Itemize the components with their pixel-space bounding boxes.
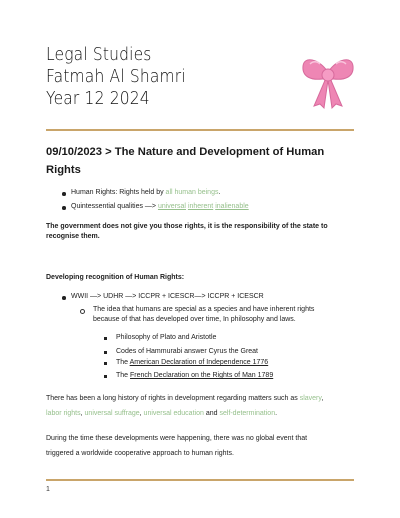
bullet-wwii-timeline: WWII —> UDHR —> ICCPR + ICESCR—> ICCPR + ICESCR	[71, 293, 264, 300]
item-french-declaration: The French Declaration on the Rights of Man 1789	[116, 372, 274, 379]
square-bullet-icon	[104, 337, 107, 340]
bullet-human-rights: Human Rights: Rights held by all human beings.	[71, 189, 221, 196]
square-bullet-icon	[104, 351, 107, 354]
bullet-qualities: Quintessential qualities —> universal inherent inalienable	[71, 203, 249, 210]
item-plato-aristotle: Philosophy of Plato and Aristotle	[116, 334, 217, 341]
page-number: 1	[46, 486, 50, 493]
header-title	[46, 44, 186, 110]
history-paragraph: There has been a long history of rights in development regarding matters such as slavery, labor rights, universal suffrage, universal education and self-determination.	[46, 395, 324, 417]
title-year: Year 12 2024	[46, 88, 150, 109]
footer-divider	[46, 479, 354, 481]
bullet-icon	[62, 192, 66, 196]
bullet-icon	[62, 296, 66, 300]
american-declaration-link[interactable]: American Declaration of Independence 1776	[129, 359, 269, 366]
item-hammurabi-cyrus: Codes of Hammurabi answer Cyrus the Great	[116, 348, 258, 355]
bullet-icon	[62, 206, 66, 210]
square-bullet-icon	[104, 362, 107, 365]
bullet-idea: The idea that humans are special as a species and have inherent rights because of that has developed over time, In philosophy and laws.	[93, 306, 315, 323]
header-divider	[46, 129, 354, 131]
square-bullet-icon	[104, 375, 107, 378]
item-american-declaration: The American Declaration of Independence 1776	[116, 359, 269, 366]
french-declaration-link[interactable]: French Declaration on the Rights of Man 1789	[130, 372, 274, 379]
sub-bullet-icon	[80, 309, 85, 314]
title-author: Fatmah Al Shamri	[46, 66, 186, 87]
title-subject: Legal Studies	[46, 44, 152, 65]
government-statement: The government does not give you those rights, it is the responsibility of the state to recognise them.	[46, 223, 328, 240]
recognition-heading: Developing recognition of Human Rights:	[46, 274, 185, 281]
bow-icon	[300, 50, 356, 110]
closing-paragraph: During the time these developments were happening, there was no global event that triggered a worldwide cooperative approach to human rights.	[46, 435, 308, 457]
section-heading: 09/10/2023 > The Nature and Development of Human Rights	[46, 146, 325, 176]
